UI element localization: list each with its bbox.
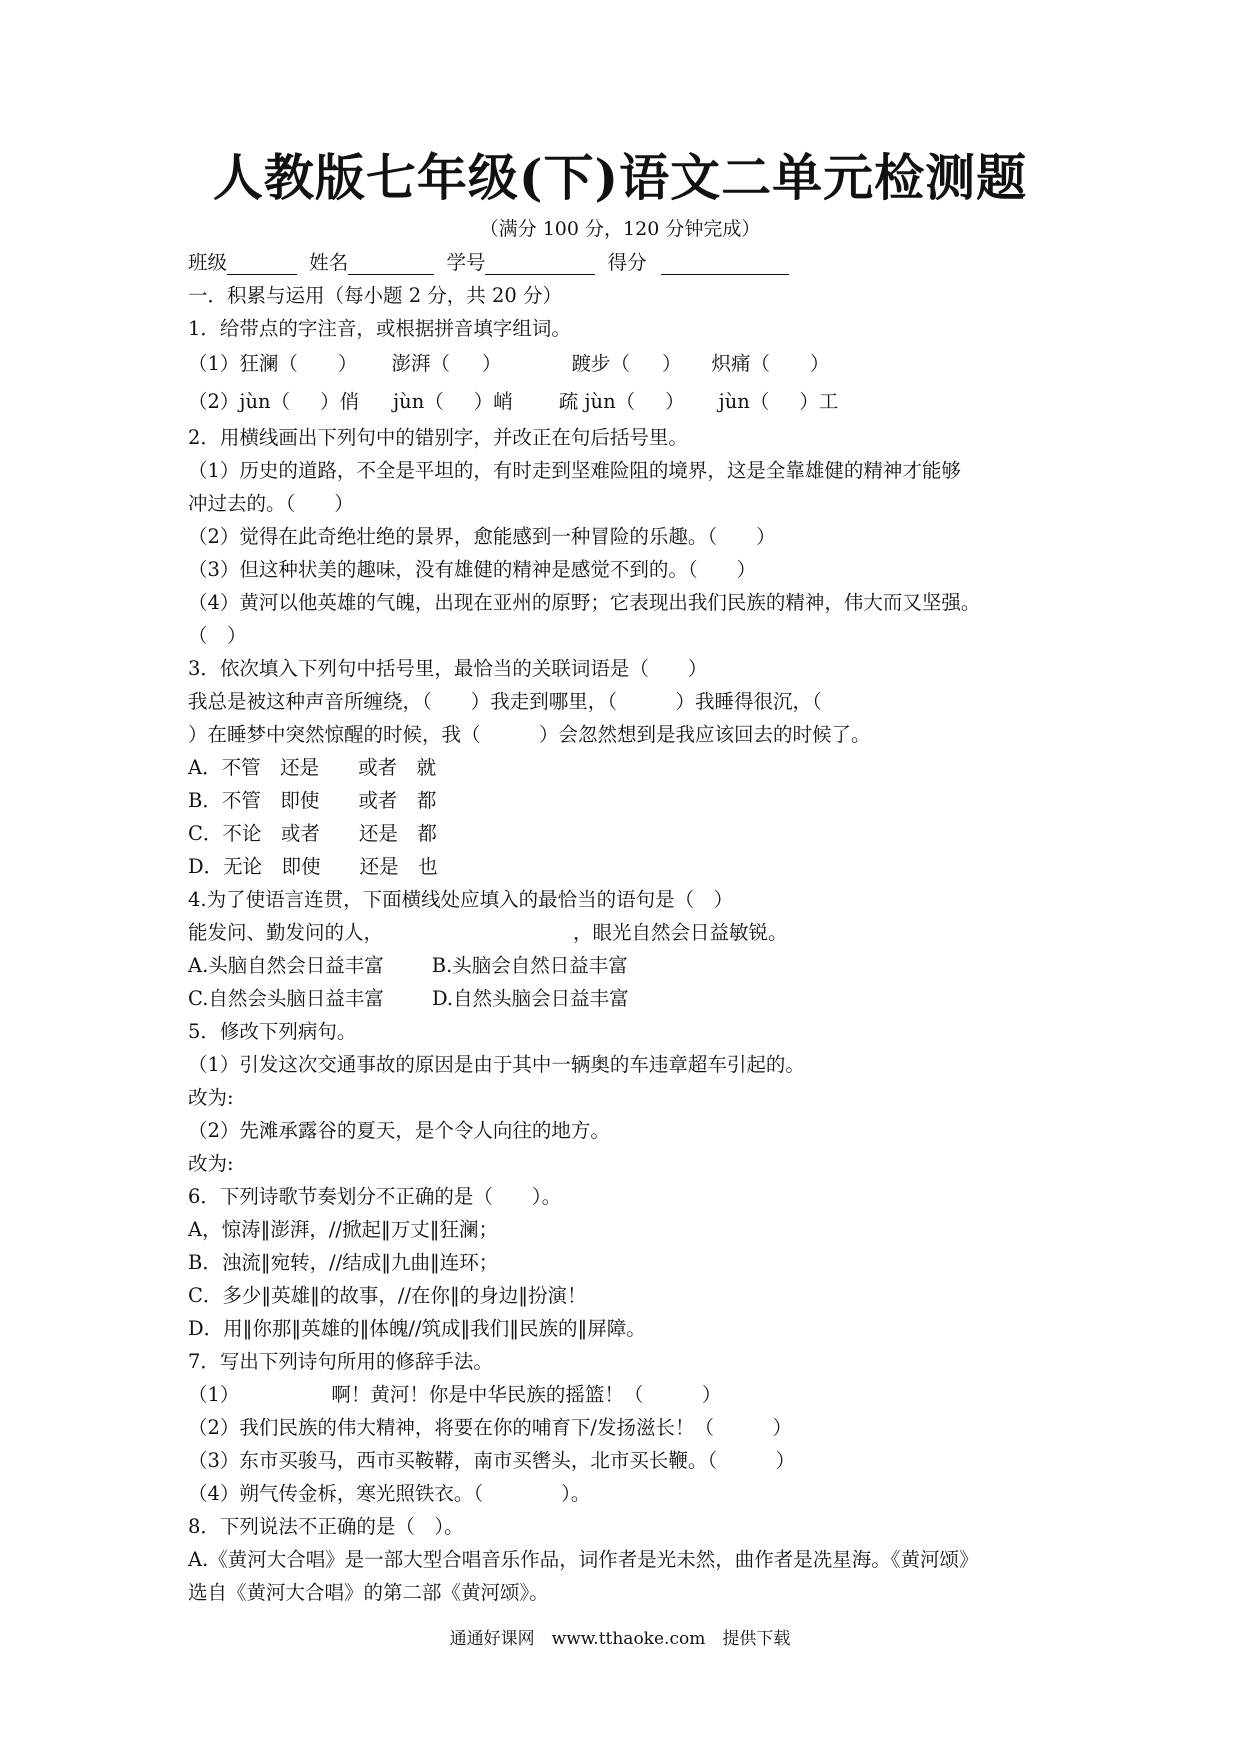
id-label: 学号 [446,251,486,274]
question-3-option-b: B．不管 即使 或者 都 [188,789,437,812]
question-1-line-1: （1）狂澜（ ） 澎湃（ ） 踱步（ ） 炽痛（ ） [188,352,830,375]
q1-item-2: 澎湃（ [391,352,450,375]
score-blank[interactable] [661,252,789,275]
question-4-option-c: C.自然会头脑日益丰富 [188,987,384,1010]
exam-body [188,246,1068,1609]
question-5-stem: 5．修改下列病句。 [188,1020,357,1043]
question-4-options-cd [188,982,1068,1015]
question-7-sentence-2: （2）我们民族的伟大精神，将要在你的哺育下/发扬滋长！（ ） [188,1416,792,1439]
q1-item-1: （1）狂澜（ [188,352,298,375]
question-2-sentence-3: （3）但这种状美的趣味，没有雄健的精神是感觉不到的。（ ） [188,558,757,581]
q1-item-3: 踱步（ [571,352,630,375]
question-4-option-d: D.自然头脑会日益丰富 [431,987,629,1010]
question-3-option-d: D．无论 即使 还是 也 [188,855,438,878]
question-5-fix-2: 改为: [188,1152,234,1175]
question-5-sentence-2: （2）先滩承露谷的夏天，是个令人向往的地方。 [188,1119,610,1142]
class-label: 班级 [188,251,228,274]
question-4-options-ab [188,949,1068,982]
question-1-stem: 1．给带点的字注音，或根据拼音填字组词。 [188,317,571,340]
question-4-option-a: A.头脑自然会日益丰富 [188,954,384,977]
question-6-option-a: A，惊涛‖澎湃，//掀起‖万丈‖狂澜； [188,1218,498,1241]
download-footer: 通通好课网 www.tthaoke.com 提供下载 [449,1629,791,1649]
question-6-option-b: B．浊流‖宛转，//结成‖九曲‖连环； [188,1251,499,1274]
question-6-option-c: C．多少‖英雄‖的故事，//在你‖的身边‖扮演！ [188,1284,587,1307]
exam-subtitle: （满分 100 分，120 分钟完成） [479,218,761,240]
question-8-option-a-line-1: A.《黄河大合唱》是一部大型合唱音乐作品，词作者是光未然，曲作者是冼星海。《黄河颂》 [188,1548,979,1571]
question-7-sentence-3: （3）东市买骏马，西市买鞍鞯，南市买辔头，北市买长鞭。（ ） [188,1449,796,1472]
score-label: 得分 [607,251,647,274]
question-3-option-a: A．不管 还是 或者 就 [188,756,437,779]
question-8-stem: 8．下列说法不正确的是（ ）。 [188,1515,464,1538]
question-4-option-b: B.头脑会自然日益丰富 [431,954,628,977]
q1-item-4: 炽痛（ [711,352,771,375]
class-blank[interactable] [227,252,297,275]
question-5-sentence-1: （1）引发这次交通事故的原因是由于其中一辆奥的车违章超车引起的。 [188,1053,805,1076]
question-1-line-2: （2）jùn（ ）俏 jùn（ ）峭 疏 jùn（ ） jùn（ ）工 [188,390,839,413]
question-4-text: 能发问、勤发问的人， ，眼光自然会日益敏锐。 [188,921,788,944]
exam-title: 人教版七年级(下)语文二单元检测题 [212,148,1028,207]
question-6-option-d: D．用‖你那‖英雄的‖体魄//筑成‖我们‖民族的‖屏障。 [188,1317,646,1340]
question-3-option-c: C．不论 或者 还是 都 [188,822,437,845]
question-3-text-1: 我总是被这种声音所缠绕，（ ）我走到哪里，（ ）我睡得很沉，（ [188,690,822,713]
question-2-sentence-1b: 冲过去的。（ ） [188,492,354,515]
question-7-stem: 7．写出下列诗句所用的修辞手法。 [188,1350,493,1373]
id-blank[interactable] [485,252,595,275]
question-2-stem: 2．用横线画出下列句中的错别字，并改正在句后括号里。 [188,426,688,449]
question-2-sentence-2: （2）觉得在此奇绝壮绝的景界，愈能感到一种冒险的乐趣。（ ） [188,525,776,548]
question-7-sentence-4: （4）朔气传金柝，寒光照铁衣。（ ）。 [188,1482,591,1505]
question-3-text-2: ）在睡梦中突然惊醒的时候，我（ ）会忽然想到是我应该回去的时候了。 [188,723,871,746]
question-2-sentence-4a: （4）黄河以他英雄的气魄，出现在亚州的原野；它表现出我们民族的精神，伟大而又坚强。 [188,591,981,614]
question-3-stem: 3．依次填入下列句中括号里，最恰当的关联词语是（ ） [188,657,708,680]
question-2-sentence-4b: （ ） [188,624,247,647]
question-4-stem: 4.为了使语言连贯，下面横线处应填入的最恰当的语句是（ ） [188,888,734,911]
question-2-sentence-1a: （1）历史的道路，不全是平坦的，有时走到坚难险阻的境界，这是全靠雄健的精神才能够 [188,459,961,482]
question-5-fix-1: 改为: [188,1086,234,1109]
student-info-row [188,246,1068,279]
question-8-option-a-line-2: 选自《黄河大合唱》的第二部《黄河颂》。 [188,1581,549,1604]
name-label: 姓名 [309,251,349,274]
question-6-stem: 6．下列诗歌节奏划分不正确的是（ ）。 [188,1185,562,1208]
section-heading: 一．积累与运用（每小题 2 分，共 20 分） [188,284,563,307]
question-7-sentence-1: （1） 啊！黄河！你是中华民族的摇篮！（ ） [188,1383,722,1406]
name-blank[interactable] [348,252,434,275]
